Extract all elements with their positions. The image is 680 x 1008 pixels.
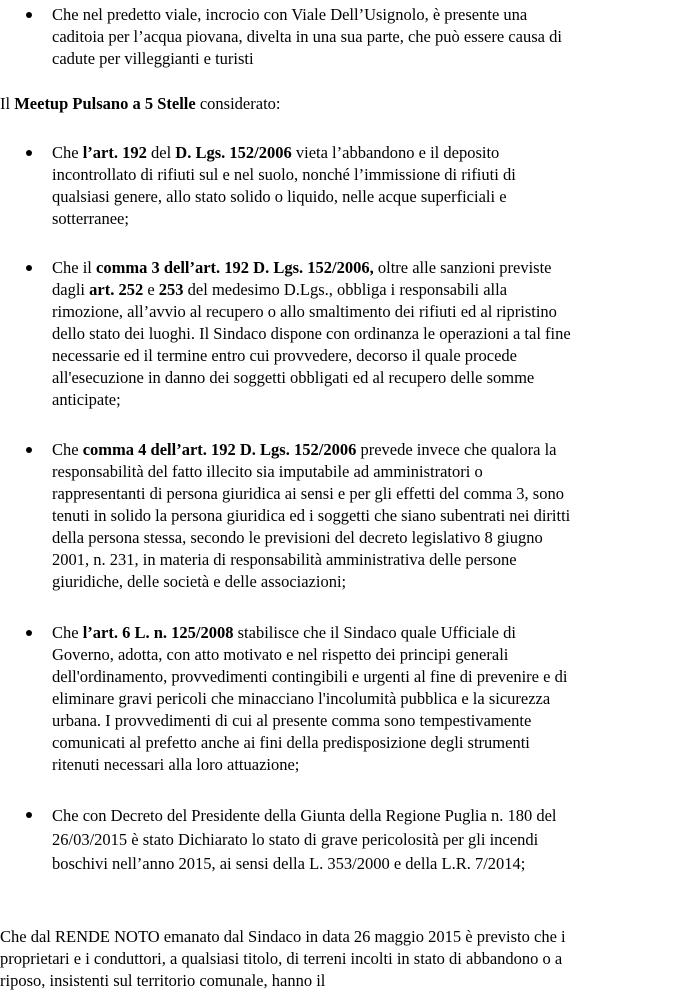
- text-run: Che: [52, 440, 83, 459]
- text-line: [52, 301, 678, 323]
- text-line: [52, 828, 678, 852]
- text-line: caditoia per l’acqua piovana, divelta in una sua parte, che può essere causa di: [52, 27, 562, 46]
- text-line: [52, 323, 678, 345]
- bullet-text: [52, 622, 678, 776]
- text-line: [52, 142, 678, 164]
- text-run: qualsiasi genere, allo stato solido o liquido, nelle acque superficiali e: [52, 187, 507, 206]
- text-run: prevede invece che qualora la: [356, 440, 557, 459]
- text-line: [52, 208, 678, 230]
- bullet-icon: [26, 150, 32, 156]
- text-run: anticipate;: [52, 390, 121, 409]
- text-run: della persona stessa, secondo le previsioni del decreto legislativo 8 giugno: [52, 528, 543, 547]
- text-line: [52, 666, 678, 688]
- bold-reference: D. Lgs. 152/2006: [175, 143, 292, 162]
- text-line: [52, 622, 678, 644]
- text-line: proprietari e i conduttori, a qualsiasi titolo, di terreni incolti in stato di abbandono o a: [0, 949, 563, 968]
- text-run: Che con Decreto del Presidente della Giunta della Regione Puglia n. 180 del: [52, 806, 557, 825]
- text-run: vieta l’abbandono e il deposito: [291, 143, 500, 162]
- text-line: [52, 644, 678, 666]
- bullet-text: [52, 804, 678, 876]
- text-run: boschivi nell’anno 2015, ai sensi della L. 353/2000 e della L.R. 7/2014;: [52, 854, 526, 873]
- bullet-icon: [26, 812, 32, 818]
- text-run: ritenuti necessari alla loro attuazione;: [52, 755, 300, 774]
- text-run: del: [146, 143, 176, 162]
- text-run: all'esecuzione in danno dei soggetti obbligati ed al recupero delle somme: [52, 368, 535, 387]
- text-run: dello stato dei luoghi. Il Sindaco dispone con ordinanza le operazioni a tal fine: [52, 324, 571, 343]
- text-line: [52, 505, 678, 527]
- text-run: 26/03/2015 è stato Dichiarato lo stato di grave pericolosità per gli incendi: [52, 830, 539, 849]
- text-run: tenuti in solido la persona giuridica ed i soggetti che siano subentrati nei diritti: [52, 506, 571, 525]
- text-run: e: [143, 280, 159, 299]
- text-run: 2001, n. 231, in materia di responsabilità amministrativa delle persone: [52, 550, 517, 569]
- text-line: [52, 345, 678, 367]
- text-run: dell'ordinamento, provvedimenti contingibili e urgenti al fine di prevenire e di: [52, 667, 568, 686]
- bold-reference: l’art. 192: [82, 143, 147, 162]
- text-run: dagli: [52, 280, 90, 299]
- text-line: [52, 257, 678, 279]
- text-run: necessarie ed il termine entro cui provvedere, decorso il quale procede: [52, 346, 517, 365]
- bold-reference: l’art. 6 L. n. 125/2008: [82, 623, 234, 642]
- text-run: urbana. I provvedimenti di cui al presente comma sono tempestivamente: [52, 711, 532, 730]
- text-run: responsabilità del fatto illecito sia imputabile ad amministratori o: [52, 462, 483, 481]
- bullet-icon: [26, 630, 32, 636]
- text-line: [52, 527, 678, 549]
- bullet-text: [52, 257, 678, 411]
- text-line: [52, 549, 678, 571]
- text-run: Che il: [52, 258, 96, 277]
- bold-reference: 253: [158, 280, 184, 299]
- bullet-text: [52, 142, 678, 230]
- bold-reference: comma 4 dell’art. 192 D. Lgs. 152/2006: [82, 440, 357, 459]
- text-run: Che: [52, 623, 83, 642]
- bullet-text: [52, 439, 678, 593]
- bullet-icon: [26, 12, 32, 18]
- text-line: [52, 852, 678, 876]
- text-line: [52, 439, 678, 461]
- text-line: [52, 804, 678, 828]
- text-line: [52, 732, 678, 754]
- text-line: [52, 483, 678, 505]
- text-line: [52, 688, 678, 710]
- text-line: [52, 754, 678, 776]
- text-run: Governo, adotta, con atto motivato e nel rispetto dei principi generali: [52, 645, 509, 664]
- bullet-icon: [26, 265, 32, 271]
- text-run: stabilisce che il Sindaco quale Ufficiale di: [233, 623, 516, 642]
- closing-paragraph: [0, 926, 678, 992]
- text-run: sotterranee;: [52, 209, 129, 228]
- bold-reference: comma 3 dell’art. 192 D. Lgs. 152/2006,: [96, 258, 374, 277]
- organization-name: Meetup Pulsano a 5 Stelle: [14, 94, 196, 113]
- text-run: comunicati al prefetto anche ai fini della predisposizione degli strumenti: [52, 733, 530, 752]
- text-run: rappresentanti di persona giuridica ai sensi e per gli effetti del comma 3, sono: [52, 484, 564, 503]
- text-line: [52, 710, 678, 732]
- text-line: [52, 389, 678, 411]
- bullet-icon: [26, 447, 32, 453]
- text-line: Che nel predetto viale, incrocio con Viale Dell’Usignolo, è presente una: [52, 5, 528, 24]
- text-line: [52, 571, 678, 593]
- text-run: eliminare gravi pericoli che minacciano l'incolumità pubblica e la sicurezza: [52, 689, 551, 708]
- text-line: cadute per villeggianti e turisti: [52, 49, 254, 68]
- text-run: rimozione, all’avvio al recupero o allo smaltimento dei rifiuti ed al ripristino: [52, 302, 557, 321]
- text-run: del medesimo D.Lgs., obbliga i responsabili alla: [183, 280, 508, 299]
- text-run: incontrollato di rifiuti sul e nel suolo, nonché l’immissione di rifiuti di: [52, 165, 516, 184]
- text-line: [52, 164, 678, 186]
- text-line: [52, 186, 678, 208]
- text-run: giuridiche, delle società e delle associazioni;: [52, 572, 347, 591]
- text-line: riposo, insistenti sul territorio comunale, hanno il: [0, 971, 326, 990]
- bullet-text: [52, 4, 678, 70]
- text-line: [52, 461, 678, 483]
- intro-paragraph: Il Meetup Pulsano a 5 Stelle considerato:: [0, 94, 281, 113]
- text-run: oltre alle sanzioni previste: [373, 258, 552, 277]
- text-line: [52, 367, 678, 389]
- bold-reference: art. 252: [89, 280, 144, 299]
- text-run: Che: [52, 143, 83, 162]
- text-line: [52, 279, 678, 301]
- text-line: Che dal RENDE NOTO emanato dal Sindaco in data 26 maggio 2015 è previsto che i: [0, 927, 566, 946]
